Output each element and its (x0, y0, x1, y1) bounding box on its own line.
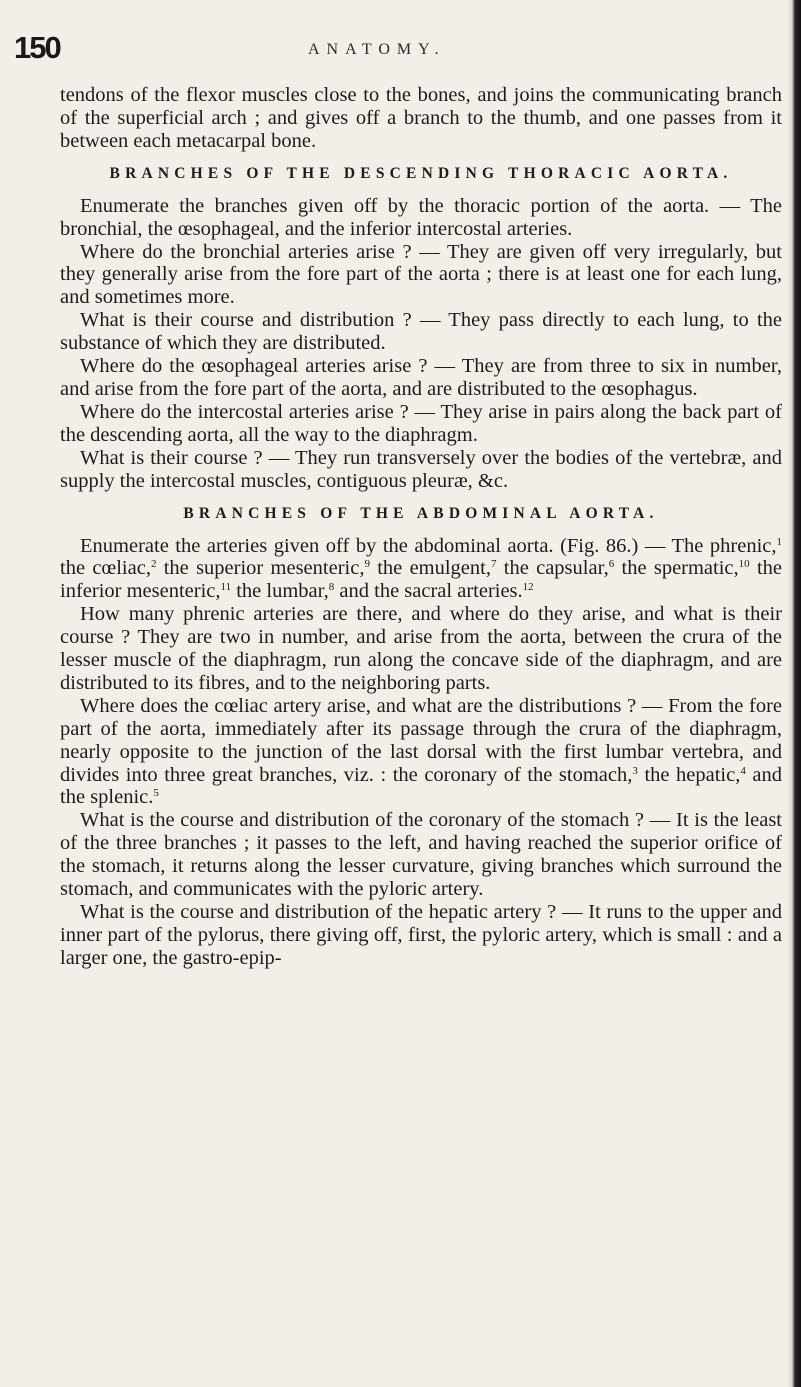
footnote-ref: 2 (150, 558, 157, 571)
paragraph: Where do the œsophageal arteries arise ? — They are from three to six in number, and arise from the fore part of the aorta, and are distributed to the œsophagus. (60, 355, 782, 400)
text-run: and the splenic. (60, 763, 783, 809)
paragraph (60, 695, 782, 810)
text-run: Enumerate the arteries given off by the abdominal aorta. (Fig. 86.) — The phrenic, (80, 534, 777, 557)
paragraph: What is their course and distribution ? — They pass directly to each lung, to the substance of which they are distributed. (60, 309, 782, 355)
paragraph: Where do the bronchial arteries arise ? — They are given off very irregularly, but they generally arise from the fore part of the aorta ; there is at least one for each lung, and sometimes more. (60, 240, 782, 309)
text-run: the inferior mesenteric, (60, 557, 782, 603)
paragraph: How many phrenic arteries are there, and where do they arise, and what is their course ? They are two in number, and arise from the aorta, between the crura of the lesser muscle of the diaphragm, run along the concave side of the diaphragm, and are distributed to its fibres, and to the neighboring parts. (60, 603, 782, 694)
paragraph: tendons of the flexor muscles close to the bones, and joins the communicating branch of the superficial arch ; and gives off a branch to the thumb, and one passes from it between each metacarpal bone. (60, 84, 782, 152)
text-run: Where does the cœliac artery arise, and what are the distributions ? — From the fore part of the aorta, immediately after its passage through the crura of the diaphragm, nearly opposite to the junction of the last dorsal with the first lumbar vertebra, and divides into three great branches, viz. : the coronary of the stomach, (60, 694, 782, 786)
text-run: the spermatic, (614, 557, 739, 580)
footnote-ref: 5 (153, 787, 159, 800)
paragraph: Enumerate the branches given off by the thoracic portion of the aorta. — The bronchial, the œsophageal, and the inferior intercostal arteries. (60, 194, 782, 240)
text-run: the lumbar, (231, 580, 329, 603)
page-edge-shadow (787, 0, 801, 1387)
running-title: ANATOMY. (308, 41, 446, 58)
page-header (0, 30, 801, 80)
footnote-ref: 7 (490, 558, 497, 571)
footnote-ref: 9 (364, 558, 370, 571)
text-run: the cœliac, (60, 557, 151, 580)
text-run: and the sacral arteries. (334, 580, 523, 603)
text-run: the capsular, (496, 557, 609, 580)
paragraph: What is the course and distribution of the hepatic artery ? — It runs to the upper and inner part of the pylorus, there giving off, first, the pyloric artery, which is small : and a larger one, the gastro-epip- (60, 901, 782, 969)
footnote-ref: 10 (738, 558, 750, 571)
paragraph: What is the course and distribution of the coronary of the stomach ? — It is the least of the three branches ; it passes to the left, and having reached the superior orifice of the stomach, it returns along the lesser curvature, giving branches which surround the stomach, and communicates with the pyloric artery. (60, 809, 782, 901)
text-run: the emulgent, (369, 557, 491, 580)
footnote-ref: 12 (522, 581, 534, 594)
text-run: the hepatic, (637, 763, 741, 786)
page-number: 150 (14, 30, 60, 65)
text-run: the superior mesenteric, (156, 557, 365, 580)
section-heading: BRANCHES OF THE DESCENDING THORACIC AORTA. (109, 164, 733, 182)
paragraph: Where do the intercostal arteries arise ? — They arise in pairs along the back part of the descending aorta, all the way to the diaphragm. (60, 400, 782, 446)
footnote-ref: 6 (608, 558, 615, 571)
section-heading: BRANCHES OF THE ABDOMINAL AORTA. (183, 504, 659, 522)
footnote-ref: 8 (328, 581, 335, 594)
footnote-ref: 4 (740, 764, 746, 777)
footnote-ref: 1 (776, 535, 782, 548)
paragraph (60, 535, 782, 604)
footnote-ref: 3 (632, 764, 638, 777)
body-text (60, 84, 782, 970)
footnote-ref: 11 (220, 581, 232, 594)
paragraph: What is their course ? — They run transversely over the bodies of the vertebræ, and supply the intercostal muscles, contiguous pleuræ, &c. (60, 446, 782, 492)
